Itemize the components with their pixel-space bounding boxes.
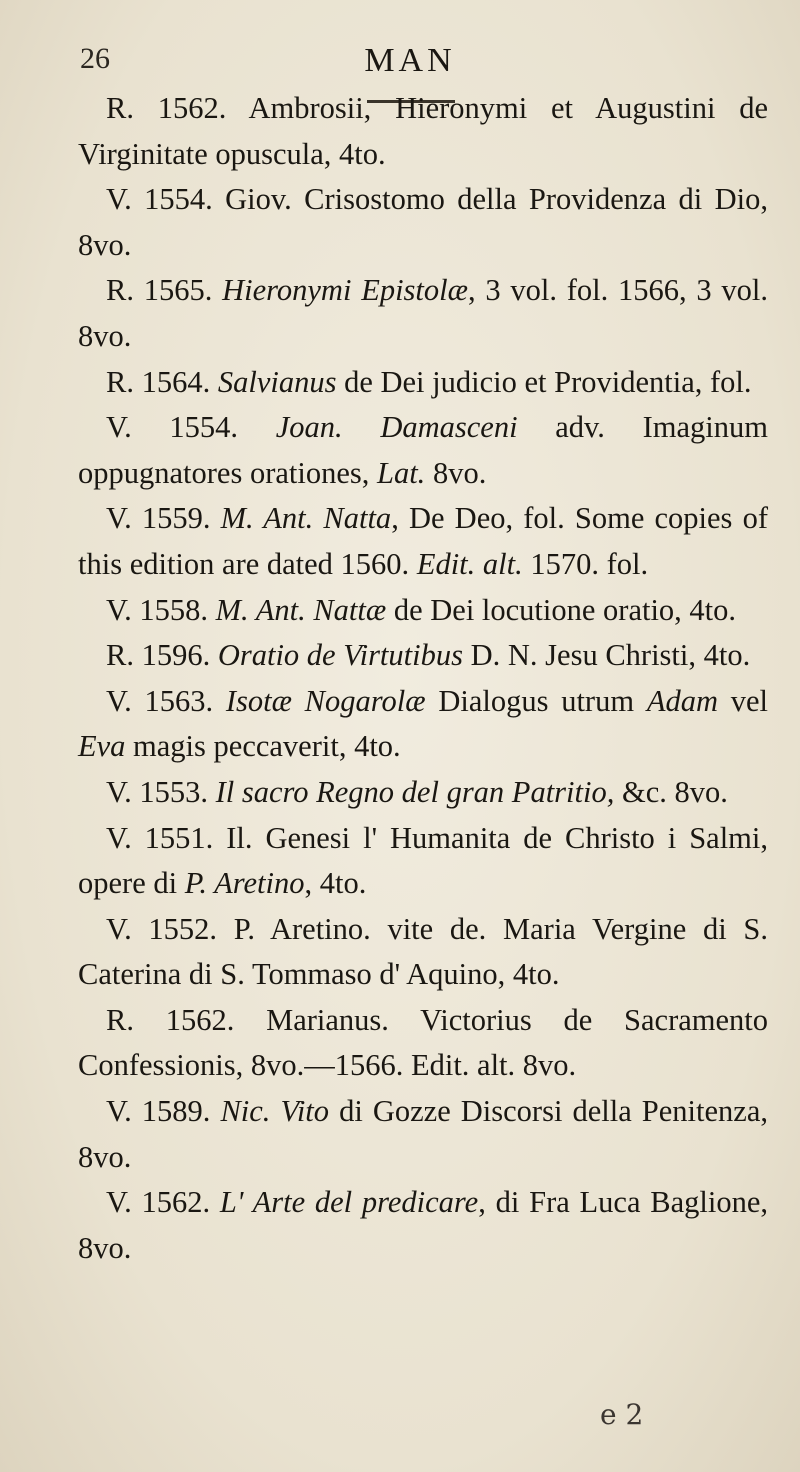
catalogue-entry (78, 588, 768, 634)
entry-italic-text: L' Arte del predicare (219, 1185, 479, 1220)
entry-italic-text: Edit. alt. (416, 546, 523, 581)
entry-italic-text: M. Ant. Natta (220, 501, 392, 536)
entry-text: V. 1554. Giov. Crisostomo della Providenza di Dio, 8vo. (78, 182, 768, 262)
entry-text: V. 1558. (106, 592, 216, 627)
signature-text: e 2 (600, 1398, 644, 1431)
entry-text: V. 1589. (106, 1094, 221, 1129)
entry-italic-text: Lat. (377, 455, 426, 490)
entry-text: V. 1553. (106, 774, 216, 809)
entry-italic-text: M. Ant. Nattæ (215, 592, 387, 627)
entry-text: R. 1562. Ambrosii, Hieronymi et Augustini de Virginitate opuscula, 4to. (78, 91, 768, 171)
entry-text: Dialogus utrum (425, 683, 647, 718)
entry-italic-text: Nic. Vito (220, 1094, 330, 1129)
entry-text: &c. 8vo. (614, 774, 728, 809)
entry-italic-text: Salvianus (217, 364, 337, 399)
entry-text: , De Deo, fol. Some copies of this edition are dated 1560. (78, 501, 768, 581)
entry-text: , 3 vol. fol. 1566, 3 vol. 8vo. (78, 273, 768, 353)
entry-italic-text: Joan. Damasceni (275, 410, 518, 445)
entry-text: R. 1564. (106, 364, 218, 399)
catalogue-entry (78, 86, 768, 177)
running-head: MAN (364, 42, 456, 79)
entry-italic-text: Hieronymi Epistolæ (222, 273, 468, 308)
catalogue-entry (78, 679, 768, 770)
catalogue-entry (78, 177, 768, 268)
entry-text: 8vo. (425, 455, 487, 490)
entry-text: , 4to. (304, 866, 367, 901)
signature-mark (600, 1398, 691, 1431)
entry-italic-text: Adam (646, 683, 718, 718)
catalogue-entry (78, 405, 768, 496)
catalogue-entry (78, 998, 768, 1089)
entry-text: V. 1551. Il. Genesi l' Humanita de Christo i Salmi, opere di (78, 820, 768, 901)
catalogue-entry (78, 770, 768, 816)
catalogue-entry (78, 268, 768, 359)
entry-text: , di Fra Luca Baglione, 8vo. (78, 1185, 768, 1265)
catalogue-entry (78, 1180, 768, 1271)
entry-text: de Dei judicio et Providentia, fol. (336, 364, 752, 399)
entry-text: V. 1562. (106, 1185, 220, 1220)
catalogue-entry (78, 1089, 768, 1180)
entry-text: vel (717, 683, 768, 718)
catalogue-entry (78, 360, 768, 406)
entry-text: 1570. fol. (522, 546, 649, 581)
entry-text: R. 1596. (106, 638, 218, 673)
page-number: 26 (80, 42, 110, 75)
entry-text: V. 1559. (106, 501, 221, 536)
entry-italic-text: P. Aretino (184, 866, 305, 901)
catalogue-entries (78, 86, 768, 1271)
entry-italic-text: Il sacro Regno del gran Patritio, (215, 774, 615, 809)
catalogue-entry (78, 816, 768, 907)
entry-text: V. 1563. (106, 683, 226, 718)
catalogue-entry (78, 633, 768, 679)
catalogue-entry (78, 907, 768, 998)
entry-text: D. N. Jesu Christi, 4to. (462, 638, 751, 673)
entry-text: de Dei locutione oratio, 4to. (386, 592, 737, 627)
entry-text: V. 1552. P. Aretino. vite de. Maria Vergine di S. Caterina di S. Tommaso d' Aquino, 4to. (78, 911, 768, 992)
entry-text: di Gozze Discorsi della Penitenza, 8vo. (78, 1094, 768, 1174)
entry-text: magis peccaverit, 4to. (125, 729, 401, 764)
entry-text: V. 1554. (106, 410, 276, 445)
entry-italic-text: Eva (78, 729, 126, 764)
entry-text: R. 1562. Marianus. Victorius de Sacramento Confessionis, 8vo.—1566. Edit. alt. 8vo. (78, 1002, 768, 1083)
entry-italic-text: Oratio de Virtutibus (217, 638, 463, 673)
entry-text: R. 1565. (106, 273, 223, 308)
entry-text: adv. Imaginum oppugnatores orationes, (78, 410, 768, 490)
catalogue-entry (78, 496, 768, 587)
entry-italic-text: Isotæ Nogarolæ (225, 683, 426, 718)
